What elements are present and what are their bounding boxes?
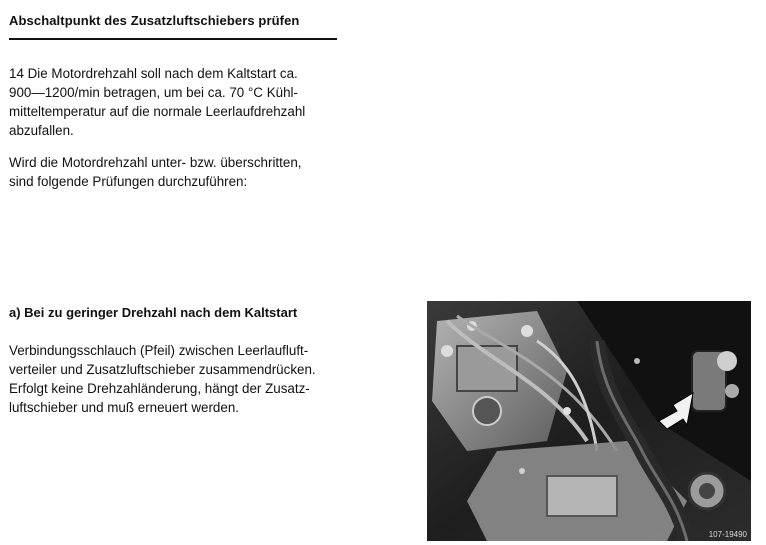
paragraph-line: mitteltemperatur auf die normale Leerlaufdrehzahl (9, 104, 306, 119)
paragraph-line: abzufallen. (9, 123, 74, 138)
paragraph-line: Wird die Motordrehzahl unter- bzw. überschritten, (9, 155, 302, 170)
engine-illustration (427, 301, 751, 541)
paragraph-line: Verbindungsschlauch (Pfeil) zwischen Leerlaufluft- (9, 343, 309, 358)
paragraph-checks (9, 153, 349, 191)
paragraph-line: 900—1200/min betragen, um bei ca. 70 °C Kühl- (9, 85, 298, 100)
paragraph-14 (9, 64, 349, 140)
paragraph-hose (9, 341, 349, 417)
heading-rule (9, 38, 337, 40)
subsection-heading: a) Bei zu geringer Drehzahl nach dem Kaltstart (9, 305, 298, 320)
paragraph-line: luftschieber und muß erneuert werden. (9, 400, 239, 415)
paragraph-line: 14 Die Motordrehzahl soll nach dem Kaltstart ca. (9, 66, 298, 81)
paragraph-line: sind folgende Prüfungen durchzuführen: (9, 174, 248, 189)
section-heading: Abschaltpunkt des Zusatzluftschiebers prüfen (9, 13, 300, 28)
engine-photo (427, 301, 751, 541)
paragraph-line: verteiler und Zusatzluftschieber zusammendrücken. (9, 362, 316, 377)
photo-reference-code: 107-19490 (708, 530, 747, 539)
paragraph-line: Erfolgt keine Drehzahländerung, hängt der Zusatz- (9, 381, 310, 396)
